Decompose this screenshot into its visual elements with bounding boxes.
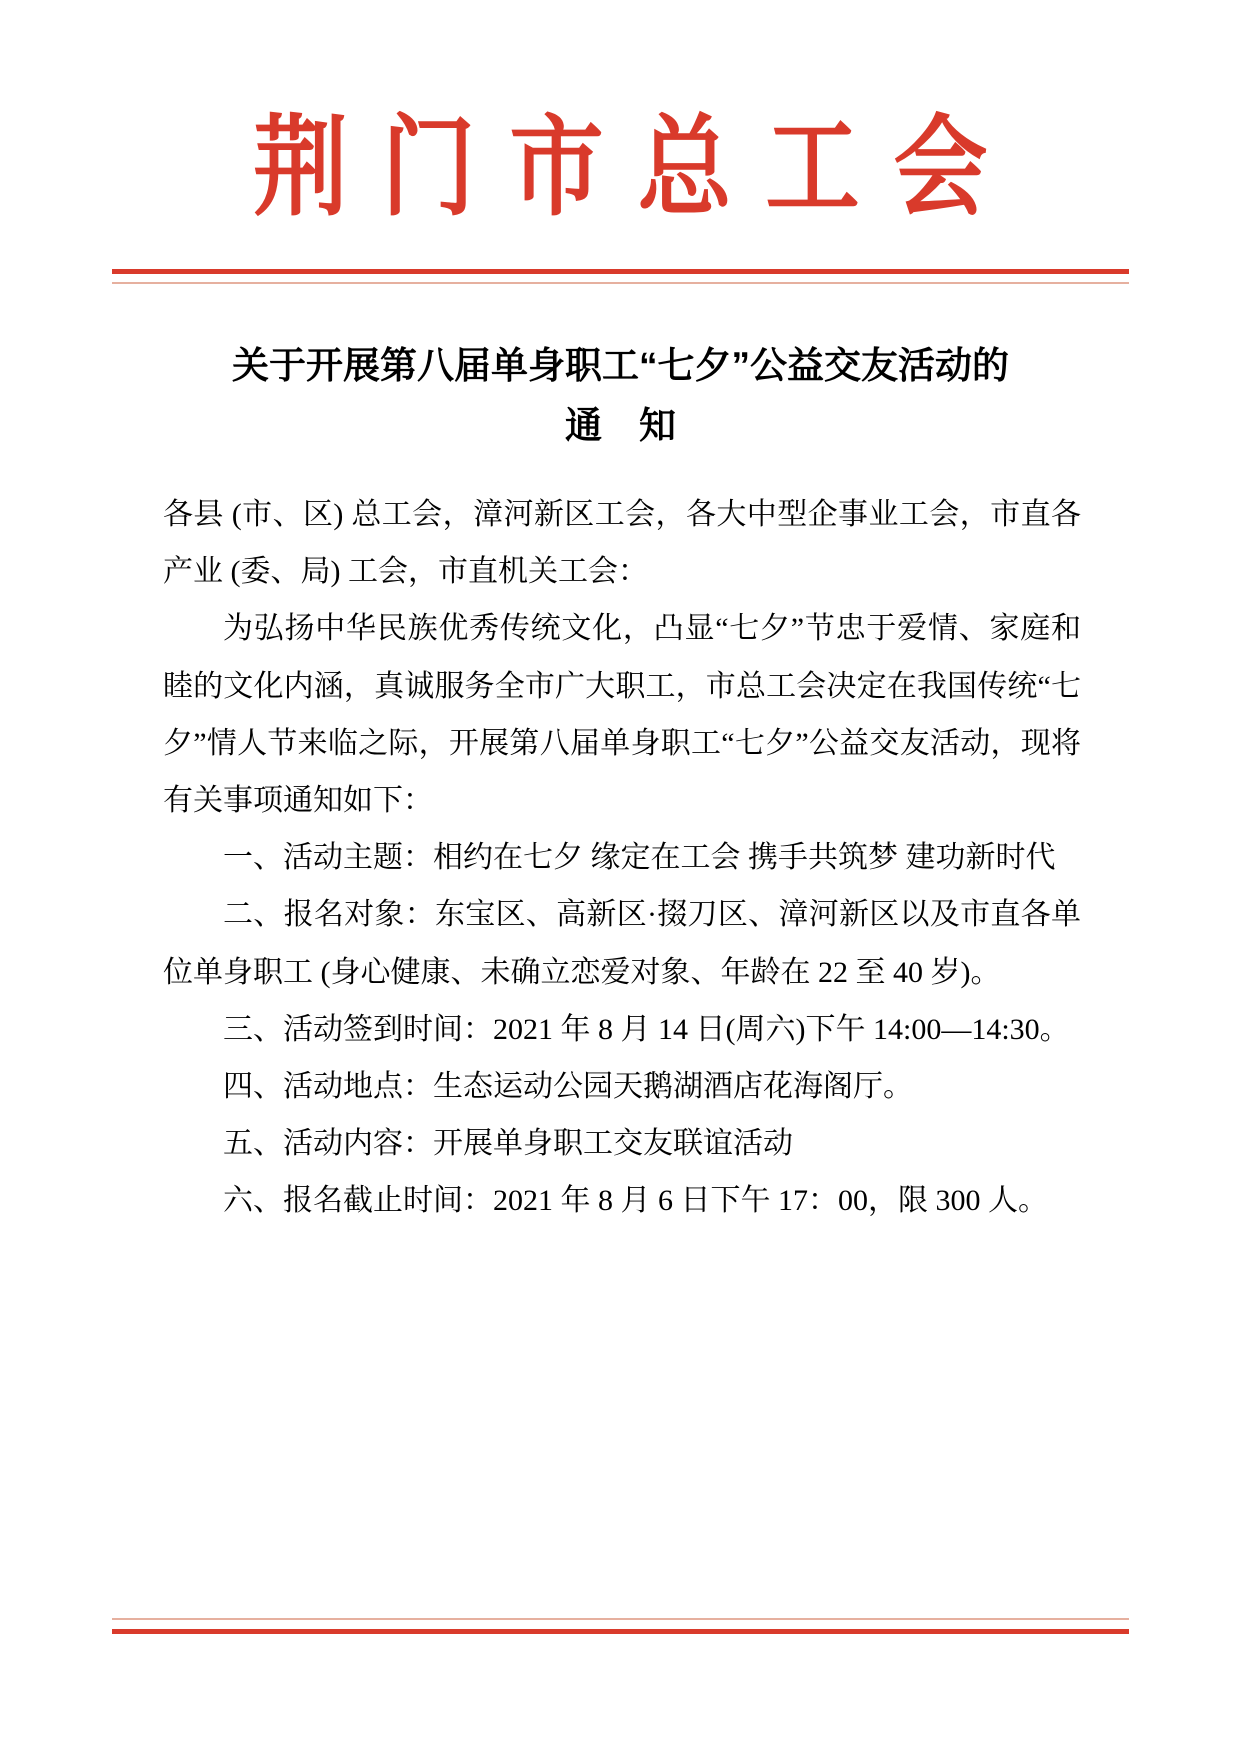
- bottom-separator-thin-line: [112, 1618, 1129, 1620]
- document-title-line1: 关于开展第八届单身职工“七夕”公益交友活动的: [232, 345, 1009, 386]
- body-paragraph: 三、活动签到时间：2021 年 8 月 14 日(周六)下午 14:00—14:30。: [223, 1012, 1070, 1046]
- bottom-separator-thick-line: [112, 1629, 1129, 1634]
- body-paragraph: 各县 (市、区) 总工会，漳河新区工会，各大中型企事业工会，市直各产业 (委、局) 工会，市直机关工会：: [163, 498, 1081, 589]
- body-paragraph: 四、活动地点：生态运动公园天鹅湖酒店花海阁厅。: [223, 1070, 913, 1104]
- document-title-block: [0, 336, 1241, 456]
- body-paragraph: 二、报名对象：东宝区、高新区·掇刀区、漳河新区以及市直各单位单身职工 (身心健康、未确立恋爱对象、年龄在 22 至 40 岁)。: [163, 898, 1081, 989]
- body: [163, 486, 1081, 1230]
- body-paragraph: 五、活动内容：开展单身职工交友联谊活动: [223, 1127, 793, 1161]
- document-title-line2: 通 知: [565, 405, 676, 446]
- body-paragraph: 一、活动主题：相约在七夕 缘定在工会 携手共筑梦 建功新时代: [223, 841, 1056, 875]
- top-separator-thin-line: [112, 282, 1129, 284]
- org-header-title: 荆门市总工会: [253, 108, 1022, 230]
- top-separator-thick-line: [112, 269, 1129, 274]
- body-paragraph: 六、报名截止时间：2021 年 8 月 6 日下午 17：00，限 300 人。: [223, 1184, 1048, 1218]
- body-paragraph: 为弘扬中华民族优秀传统文化，凸显“七夕”节忠于爱情、家庭和睦的文化内涵，真诚服务全市广大职工，市总工会决定在我国传统“七夕”情人节来临之际，开展第八届单身职工“七夕”公益交友活动，现将有关事项通知如下：: [163, 612, 1081, 818]
